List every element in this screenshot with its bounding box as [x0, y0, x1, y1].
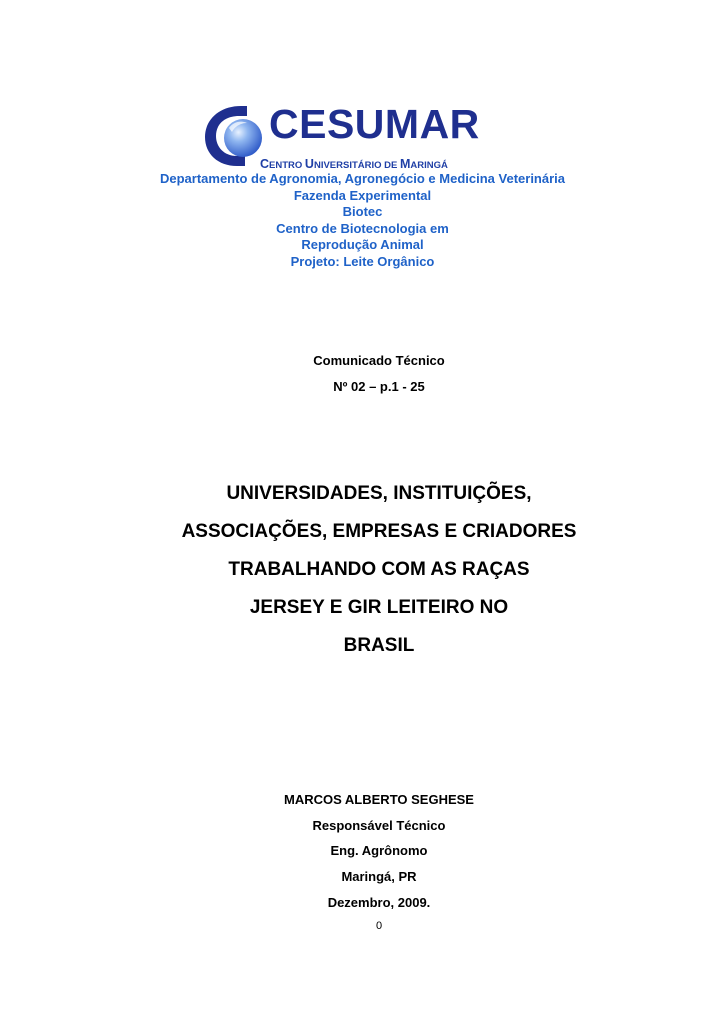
- logo-name: CESUMAR: [269, 101, 480, 147]
- communication-info: [0, 348, 725, 400]
- author-name: MARCOS ALBERTO SEGHESE: [284, 792, 474, 807]
- department-line: Fazenda Experimental: [293, 187, 432, 203]
- author-location: Maringá, PR: [341, 869, 417, 885]
- department-line: Biotec: [342, 204, 383, 220]
- communication-label: Comunicado Técnico: [313, 353, 445, 368]
- department-line: Projeto: Leite Orgânico: [290, 253, 435, 269]
- title-line: BRASIL: [343, 635, 415, 656]
- title-line: ASSOCIAÇÕES, EMPRESAS E CRIADORES: [181, 521, 577, 542]
- author-date: Dezembro, 2009.: [327, 894, 431, 910]
- department-line: Centro de Biotecnologia em: [276, 220, 449, 236]
- department-line: Reprodução Animal: [301, 237, 424, 253]
- author-role: Responsável Técnico: [312, 817, 446, 833]
- cesumar-emblem-icon: [203, 104, 265, 168]
- author-info: [0, 787, 725, 916]
- department-line: Departamento de Agronomia, Agronegócio e Medicina Veterinária: [159, 171, 565, 186]
- communication-number: Nº 02 – p.1 - 25: [333, 379, 425, 394]
- logo-subtitle: CENTRO UNIVERSITÁRIO DE MARINGÁ: [260, 157, 448, 171]
- cesumar-logo: [203, 102, 503, 172]
- title-line: TRABALHANDO COM AS RAÇAS: [228, 559, 530, 580]
- title-line: JERSEY E GIR LEITEIRO NO: [249, 597, 509, 618]
- department-info: [0, 171, 725, 271]
- page-number: 0: [375, 920, 383, 932]
- title-line: UNIVERSIDADES, INSTITUIÇÕES,: [226, 483, 532, 504]
- document-title: [0, 475, 725, 665]
- author-profession: Eng. Agrônomo: [330, 843, 428, 859]
